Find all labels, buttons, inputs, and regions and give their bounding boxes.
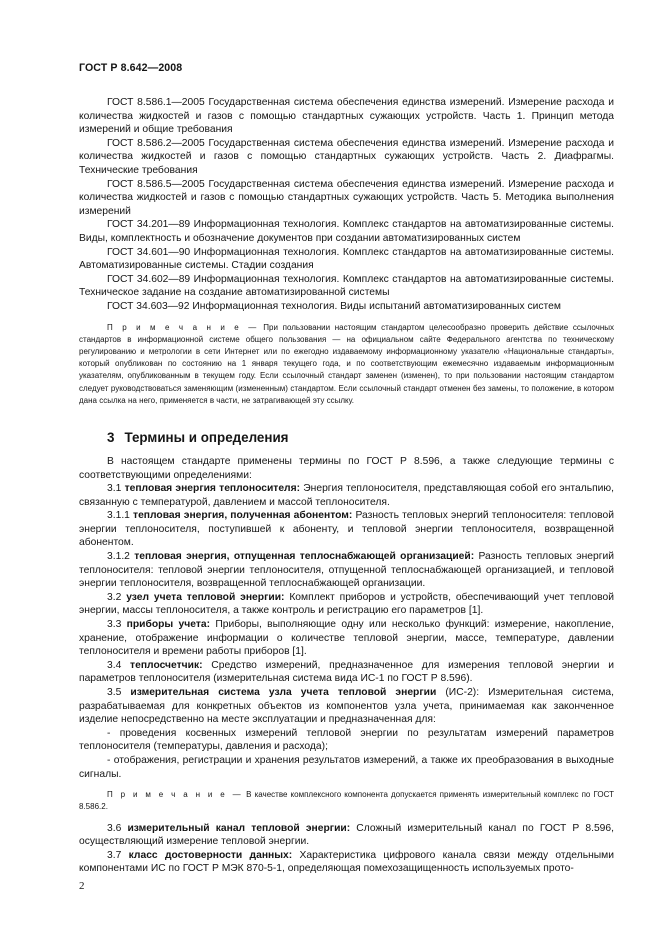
document-code-header: ГОСТ Р 8.642—2008 [79, 62, 183, 74]
term-number: 3.4 [107, 659, 122, 671]
note-text: При пользовании настоящим стандартом целесообразно проверить действие ссылочных стандартов в информационной системе общего пользования — на официальном сайте Федерального агентства по техническому регулированию и метрологии в сети Интернет или по ежегодно издаваемому информационному указателю «Национальные стандарты», который опубликован по состоянию на 1 января текущего года, и по соответствующим ежемесячно издаваемым информационным указателям, опубликованным в текущем году. Если ссылочный стандарт заменен (изменен), то при пользовании настоящим стандартом следует руководствоваться заменяющим (измененным) стандартом. Если ссылочный стандарт отменен без замены, то положение, в котором дана ссылка на него, применяется в части, не затрагивающей эту ссылку. [79, 322, 614, 405]
term-definition: Сложный измерительный канал по ГОСТ Р 8.596, осуществляющий измерение тепловой энергии. [79, 822, 614, 848]
list-item: - отображения, регистрации и хранения результатов измерений, а также их преобразования в выходные сигналы. [79, 754, 614, 780]
term-entry [79, 849, 614, 876]
section-intro: В настоящем стандарте применены термины по ГОСТ Р 8.596, а также следующие термины с соответствующими определениями: [79, 455, 614, 481]
reference-item: ГОСТ 34.602—89 Информационная технология. Комплекс стандартов на автоматизированные системы. Техническое задание на создание автоматизированной системы [79, 273, 614, 299]
term-entry [79, 591, 614, 618]
term-definition: Разность тепловых энергий теплоносителя: тепловой энергии теплоносителя, отпущенной теплоснабжающей организацией, и тепловой энергии теплоносителя, возвращенной теплоснабжающей организации. [79, 551, 614, 590]
term-title: приборы учета: [126, 619, 211, 631]
term-entry [79, 822, 614, 849]
term-title: тепловая энергия, полученная абонентом: [133, 510, 353, 522]
term-definition: Энергия теплоносителя, представляющая собой его энтальпию, связанную с температурой, давлением и массой теплоносителя. [79, 483, 614, 508]
note-text: В качестве комплексного компонента допускается применять измерительный комплекс по ГОСТ 8.586.2. [79, 790, 614, 812]
term-number: 3.1.1 [107, 510, 130, 522]
reference-item: ГОСТ 8.586.5—2005 Государственная система обеспечения единства измерений. Измерение расхода и количества жидкостей и газов с помощью стандартных сужающих устройств. Часть 5. Методика выполнения измерений [79, 178, 614, 217]
term-entry [79, 686, 614, 727]
page-number: 2 [79, 880, 85, 892]
list-item: - проведения косвенных измерений тепловой энергии по результатам измерений параметров теплоносителя (температуры, давления и расхода); [79, 727, 614, 753]
term-title: класс достоверности данных: [128, 849, 293, 861]
term-title: измерительный канал тепловой энергии: [127, 822, 351, 834]
note-complex-component [79, 789, 614, 813]
term-definition: Комплект приборов и устройств, обеспечивающий учет тепловой энергии, массы теплоносителя, а также контроль и регистрацию его параметров [1]. [79, 591, 614, 617]
reference-item: ГОСТ 34.603—92 Информационная технология. Виды испытаний автоматизированных систем [107, 300, 561, 312]
note-label: П р и м е ч а н и е — [107, 322, 259, 332]
term-entry [79, 659, 614, 686]
section-title: Термины и определения [124, 429, 289, 445]
section-heading [79, 429, 614, 447]
term-entry [79, 618, 614, 659]
term-number: 3.5 [107, 687, 122, 699]
term-title: измерительная система узла учета тепловой энергии [130, 687, 437, 699]
term-title: узел учета тепловой энергии: [126, 591, 285, 603]
reference-item: ГОСТ 8.586.1—2005 Государственная система обеспечения единства измерений. Измерение расхода и количества жидкостей и газов с помощью стандартных сужающих устройств. Часть 1. Принцип метода измерений и общие требования [79, 97, 614, 136]
section-number: 3 [107, 429, 115, 445]
term-number: 3.3 [107, 619, 122, 631]
term-number: 3.1.2 [107, 551, 130, 563]
term-entry [79, 550, 614, 591]
term-definition: Приборы, выполняющие одну или несколько функций: измерение, накопление, хранение, отображение информации о количестве тепловой энергии, массе, температуре, давлении теплоносителя и времени работы приборов [1]. [79, 619, 614, 658]
term-entry [79, 509, 614, 550]
term-title: тепловая энергия, отпущенная теплоснабжающей организацией: [134, 551, 475, 563]
term-definition: (ИС-2): Измерительная система, разрабатываемая для конкретных объектов из компонентов узла учета, принимаемая как законченное изделие непосредственно на месте эксплуатации и предназначенная для: [79, 687, 614, 726]
term-number: 3.6 [107, 822, 122, 834]
reference-item: ГОСТ 8.586.2—2005 Государственная система обеспечения единства измерений. Измерение расхода и количества жидкостей и газов с помощью стандартных сужающих устройств. Часть 2. Диафрагмы. Технические требования [79, 137, 614, 176]
term-number: 3.1 [107, 483, 122, 495]
note-label: П р и м е ч а н и е — [107, 790, 244, 800]
term-definition: Разность тепловых энергий теплоносителя: тепловой энергии теплоносителя, поступившей к абоненту, и тепловой энергии теплоносителя, возвращенной абонентом. [79, 510, 614, 549]
term-definition: Характеристика цифрового канала связи между отдельными компонентами ИС по ГОСТ Р МЭК 870-5-1, определяющая помехозащищенность используемых прото- [79, 849, 614, 875]
term-number: 3.7 [107, 849, 122, 861]
term-title: теплосчетчик: [130, 659, 203, 671]
reference-item: ГОСТ 34.201—89 Информационная технология. Комплекс стандартов на автоматизированные системы. Виды, комплектность и обозначение документов при создании автоматизированных систем [79, 219, 614, 244]
reference-item: ГОСТ 34.601—90 Информационная технология. Комплекс стандартов на автоматизированные системы. Автоматизированные системы. Стадии создания [79, 246, 614, 272]
term-title: тепловая энергия теплоносителя: [124, 483, 301, 495]
term-definition: Средство измерений, предназначенное для измерения тепловой энергии и параметров теплоносителя (измерительная система вида ИС-1 по ГОСТ Р 8.596). [79, 659, 614, 685]
term-number: 3.2 [107, 591, 122, 603]
note-references [79, 322, 614, 407]
document-body [79, 96, 614, 876]
term-entry [79, 482, 614, 509]
